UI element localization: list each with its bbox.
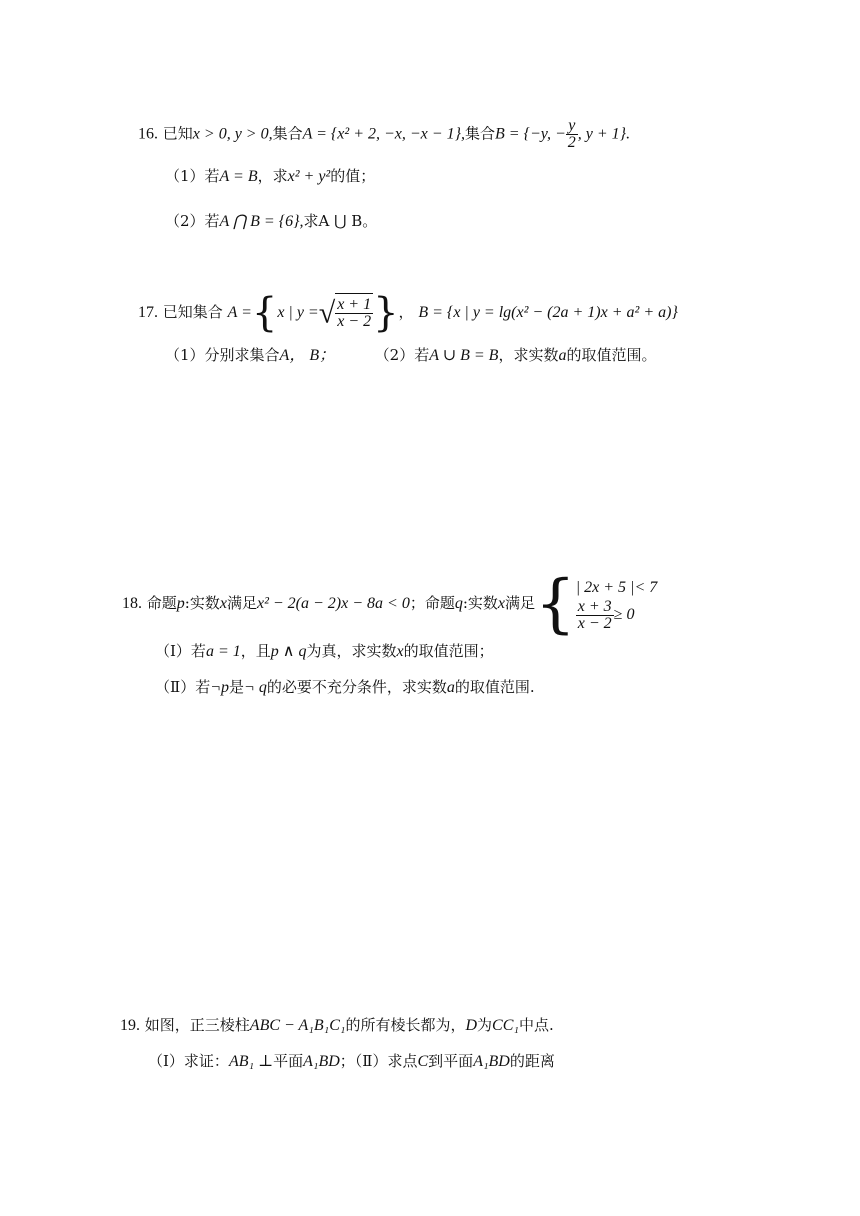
q17-part2-var: a [558, 347, 567, 364]
q17-number: 17. [138, 304, 158, 321]
q19-part1-expr: AB₁ ⊥ [228, 1053, 274, 1070]
q18-part2-label: （Ⅱ）若 [155, 678, 211, 696]
q18-system-row2-end: ≥ 0 [613, 605, 635, 623]
q18-part1-eq: a = 1 [205, 643, 241, 660]
q17-part2-label: （2）若 [374, 346, 430, 364]
q16-fraction-num: y [566, 118, 578, 135]
q18-x-var: x [219, 595, 227, 612]
q19-part2-label: （Ⅱ）求点 [354, 1052, 418, 1070]
q16-fraction-den: 2 [567, 134, 576, 151]
q16-setB-label: 集合 [464, 124, 495, 143]
q18-part2-not-p: ¬p [210, 679, 229, 696]
q18-part2-not-q: ¬ q [244, 679, 267, 696]
q16-fraction [566, 118, 578, 151]
q18-q-text: :实数 [462, 594, 498, 612]
q18-semicolon: ；命题 [409, 594, 455, 612]
q18-part2 [155, 677, 535, 698]
q16-given: 已知 [162, 124, 193, 143]
q19-part2-end: 的距离 [509, 1052, 555, 1070]
q19-prism: ABC − A₁B₁C₁ [249, 1017, 346, 1034]
q17-setA-left: A = [227, 304, 252, 321]
q16-part1-text: ，求 [257, 167, 288, 185]
q18-part2-var: a [446, 679, 455, 696]
q18-part1-var: x [396, 643, 404, 660]
q18-system-frac-den: x − 2 [577, 614, 612, 632]
q18-part1-expr: p ∧ q [270, 643, 307, 660]
q18-p-text: :实数 [184, 594, 220, 612]
q17-setB: B = {x | y = lg(x² − (2a + 1)x + a² + a)} [418, 304, 678, 321]
q17-part1-sets: A， B； [279, 347, 336, 364]
q18-system-fraction [576, 599, 614, 632]
q17-given: 已知集合 [162, 303, 223, 321]
q19-part1-plane-name: A₁BD [303, 1053, 340, 1070]
q19-text1: 如图，正三棱柱 [144, 1016, 250, 1034]
q17-parts [165, 345, 656, 366]
sqrt-icon: √ $\frac{x + 1}{x - 2}$ [319, 293, 373, 334]
q16-setA-label: 集合 [272, 124, 303, 143]
q18-satisfy: 满足 [226, 594, 257, 612]
q18-system-row2 [576, 599, 658, 632]
q16-setA: A = {x² + 2, −x, −x − 1}, [302, 125, 465, 143]
q16-part2-end: 求A ⋃ B。 [303, 212, 378, 230]
q18-part1-end: 的取值范围； [403, 642, 494, 660]
q16-part1-end: 的值； [330, 167, 376, 185]
q16-part1-eq: A = B [219, 168, 258, 185]
q18-part1-text: ，且 [240, 642, 271, 660]
q19-text2: 的所有棱长都为， [345, 1016, 466, 1034]
q18-part1 [155, 641, 494, 662]
q18-stem [122, 568, 657, 639]
q17-sqrt-fraction [335, 297, 373, 330]
q18-part1-text2: 为真，求实数 [306, 642, 397, 660]
q19-text4: 中点. [518, 1016, 554, 1034]
q18-q-var: q [454, 595, 463, 612]
q16-part2 [165, 211, 377, 232]
q16-setB-left: B = {−y, − [495, 125, 566, 143]
q18-q-x-var: x [497, 595, 506, 612]
left-brace-icon: { [251, 290, 278, 336]
q18-part2-text2: 的必要不充分条件，求实数 [266, 678, 447, 696]
q19-part2-plane: A₁BD [473, 1053, 510, 1070]
left-brace-icon: { [535, 567, 576, 641]
q19-text3: 为 [477, 1016, 493, 1034]
q18-number: 18. [122, 595, 142, 612]
q19-part2-text: 到平面 [428, 1052, 474, 1070]
q19-stem [120, 1015, 554, 1036]
q18-part1-label: （Ⅰ）若 [155, 642, 206, 660]
q17-sqrt-num: x + 1 [337, 296, 372, 314]
q18-system-row1: | 2x + 5 |< 7 [575, 578, 658, 596]
q19-part2-c: C [417, 1053, 429, 1070]
q16-stem [138, 118, 630, 151]
q19-d-var: D [465, 1017, 478, 1034]
q17-part2-end: 的取值范围。 [566, 346, 657, 364]
q18-prop-p: 命题 [146, 594, 177, 612]
q18-p-var: p [176, 595, 185, 612]
q16-part1 [165, 166, 375, 187]
q16-number: 16. [138, 125, 158, 143]
q19-parts [148, 1051, 555, 1072]
q17-stem [138, 292, 678, 334]
q16-setB-right: , y + 1}. [577, 125, 631, 143]
q19-part1-end: ； [339, 1052, 355, 1070]
q16-part2-eq: A ⋂ B = {6}, [219, 213, 304, 230]
q17-sqrt-den: x − 2 [337, 313, 372, 331]
q19-cc1: CC₁ [492, 1017, 519, 1034]
q16-part1-label: （1）若 [165, 167, 220, 185]
q17-part2-text: ，求实数 [498, 346, 559, 364]
q16-condition: x > 0, y > 0, [192, 125, 273, 143]
q17-part2-eq: A ∪ B = B [429, 347, 499, 364]
q18-p-inequality: x² − 2(a − 2)x − 8a < 0 [256, 595, 410, 612]
q19-part1-label: （Ⅰ）求证： [148, 1052, 229, 1070]
q18-q-satisfy: 满足 [505, 594, 536, 612]
q17-setA-mid: x | y = [277, 304, 319, 321]
q19-part1-plane: 平面 [273, 1052, 304, 1070]
q18-part2-text: 是 [229, 678, 245, 696]
q18-part2-end: 的取值范围. [454, 678, 535, 696]
q16-part1-expr: x² + y² [287, 168, 331, 185]
right-brace-icon: } [373, 290, 399, 336]
q18-system-frac-num: x + 3 [577, 597, 612, 615]
q17-comma: ， [398, 303, 414, 321]
q17-part1: （1）分别求集合 [165, 346, 280, 364]
q19-number: 19. [120, 1017, 140, 1034]
q18-system [576, 577, 658, 632]
q16-part2-label: （2）若 [165, 212, 220, 230]
